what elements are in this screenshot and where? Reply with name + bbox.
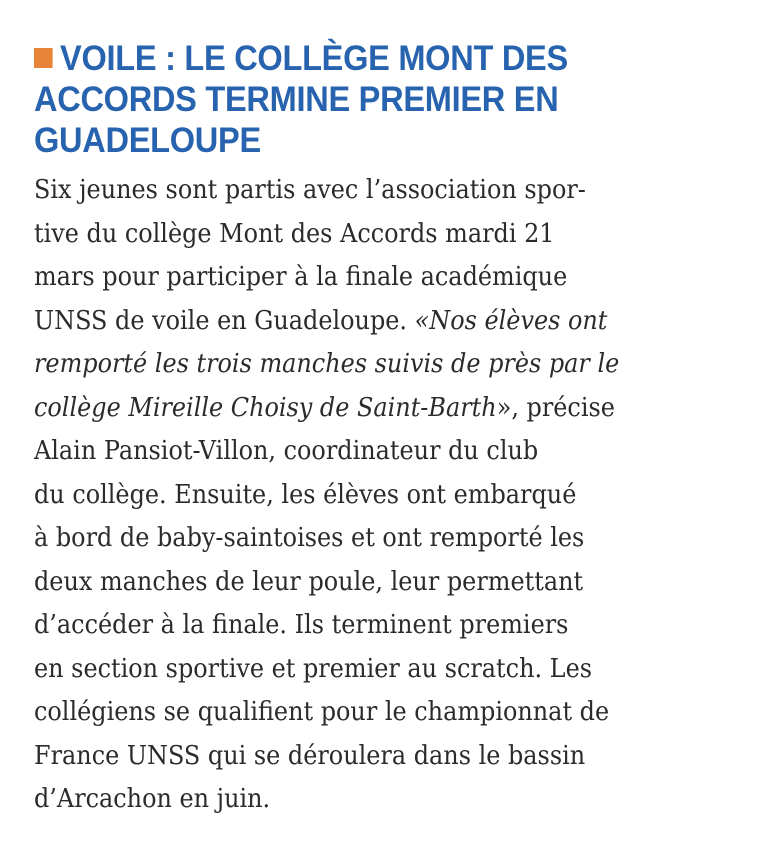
body-text-segment: d’Arcachon en juin. (34, 784, 271, 814)
body-line (34, 648, 739, 692)
headline-line: VOILE : LE COLLÈGE MONT DES (34, 38, 741, 79)
body-text-segment: d’accéder à la finale. Ils terminent premiers (34, 610, 569, 640)
quote-text: «Nos élèves ont (414, 305, 608, 336)
body-text-segment: France UNSS qui se déroulera dans le bassin (34, 740, 586, 771)
headline-line: GUADELOUPE (34, 121, 261, 160)
body-line (34, 691, 739, 735)
headline-line: ACCORDS TERMINE PREMIER EN (34, 80, 559, 119)
body-line (34, 430, 739, 474)
body-text-segment: Alain Pansiot-Villon, coordinateur du club (34, 436, 539, 466)
body-line (34, 256, 739, 300)
body-text-segment: deux manches de leur poule, leur permettant (34, 566, 584, 597)
article (34, 38, 739, 822)
body-text-segment: du collège. Ensuite, les élèves ont embarqué (34, 479, 577, 510)
body-text-segment: UNSS de voile en Guadeloupe. (34, 305, 415, 336)
body-line (34, 213, 739, 257)
body-line (34, 735, 739, 779)
body-text-segment: collégiens se qualifient pour le championnat de (34, 697, 610, 727)
body-text-segment: », précise (496, 392, 615, 423)
body-line (34, 343, 739, 387)
body-text-segment: à bord de baby-saintoises et ont remporté les (34, 523, 585, 553)
article-body (34, 169, 739, 822)
quote-text: remporté les trois manches suivis de près par le (34, 349, 620, 379)
body-line (34, 387, 739, 431)
body-line (34, 561, 739, 605)
body-line (34, 474, 739, 518)
body-line (34, 169, 739, 213)
body-line (34, 778, 739, 822)
headline (34, 38, 741, 161)
body-line (34, 604, 739, 648)
quote-text: collège Mireille Choisy de Saint-Barth (34, 392, 497, 423)
orange-square-icon (34, 48, 53, 68)
body-text-segment: Six jeunes sont partis avec l’association spor- (34, 175, 586, 205)
body-text-segment: mars pour participer à la finale académique (34, 262, 568, 292)
body-text-segment: en section sportive et premier au scratch. Les (34, 653, 593, 684)
body-text-segment: tive du collège Mont des Accords mardi 21 (34, 218, 555, 249)
body-line (34, 300, 739, 344)
body-line (34, 517, 739, 561)
